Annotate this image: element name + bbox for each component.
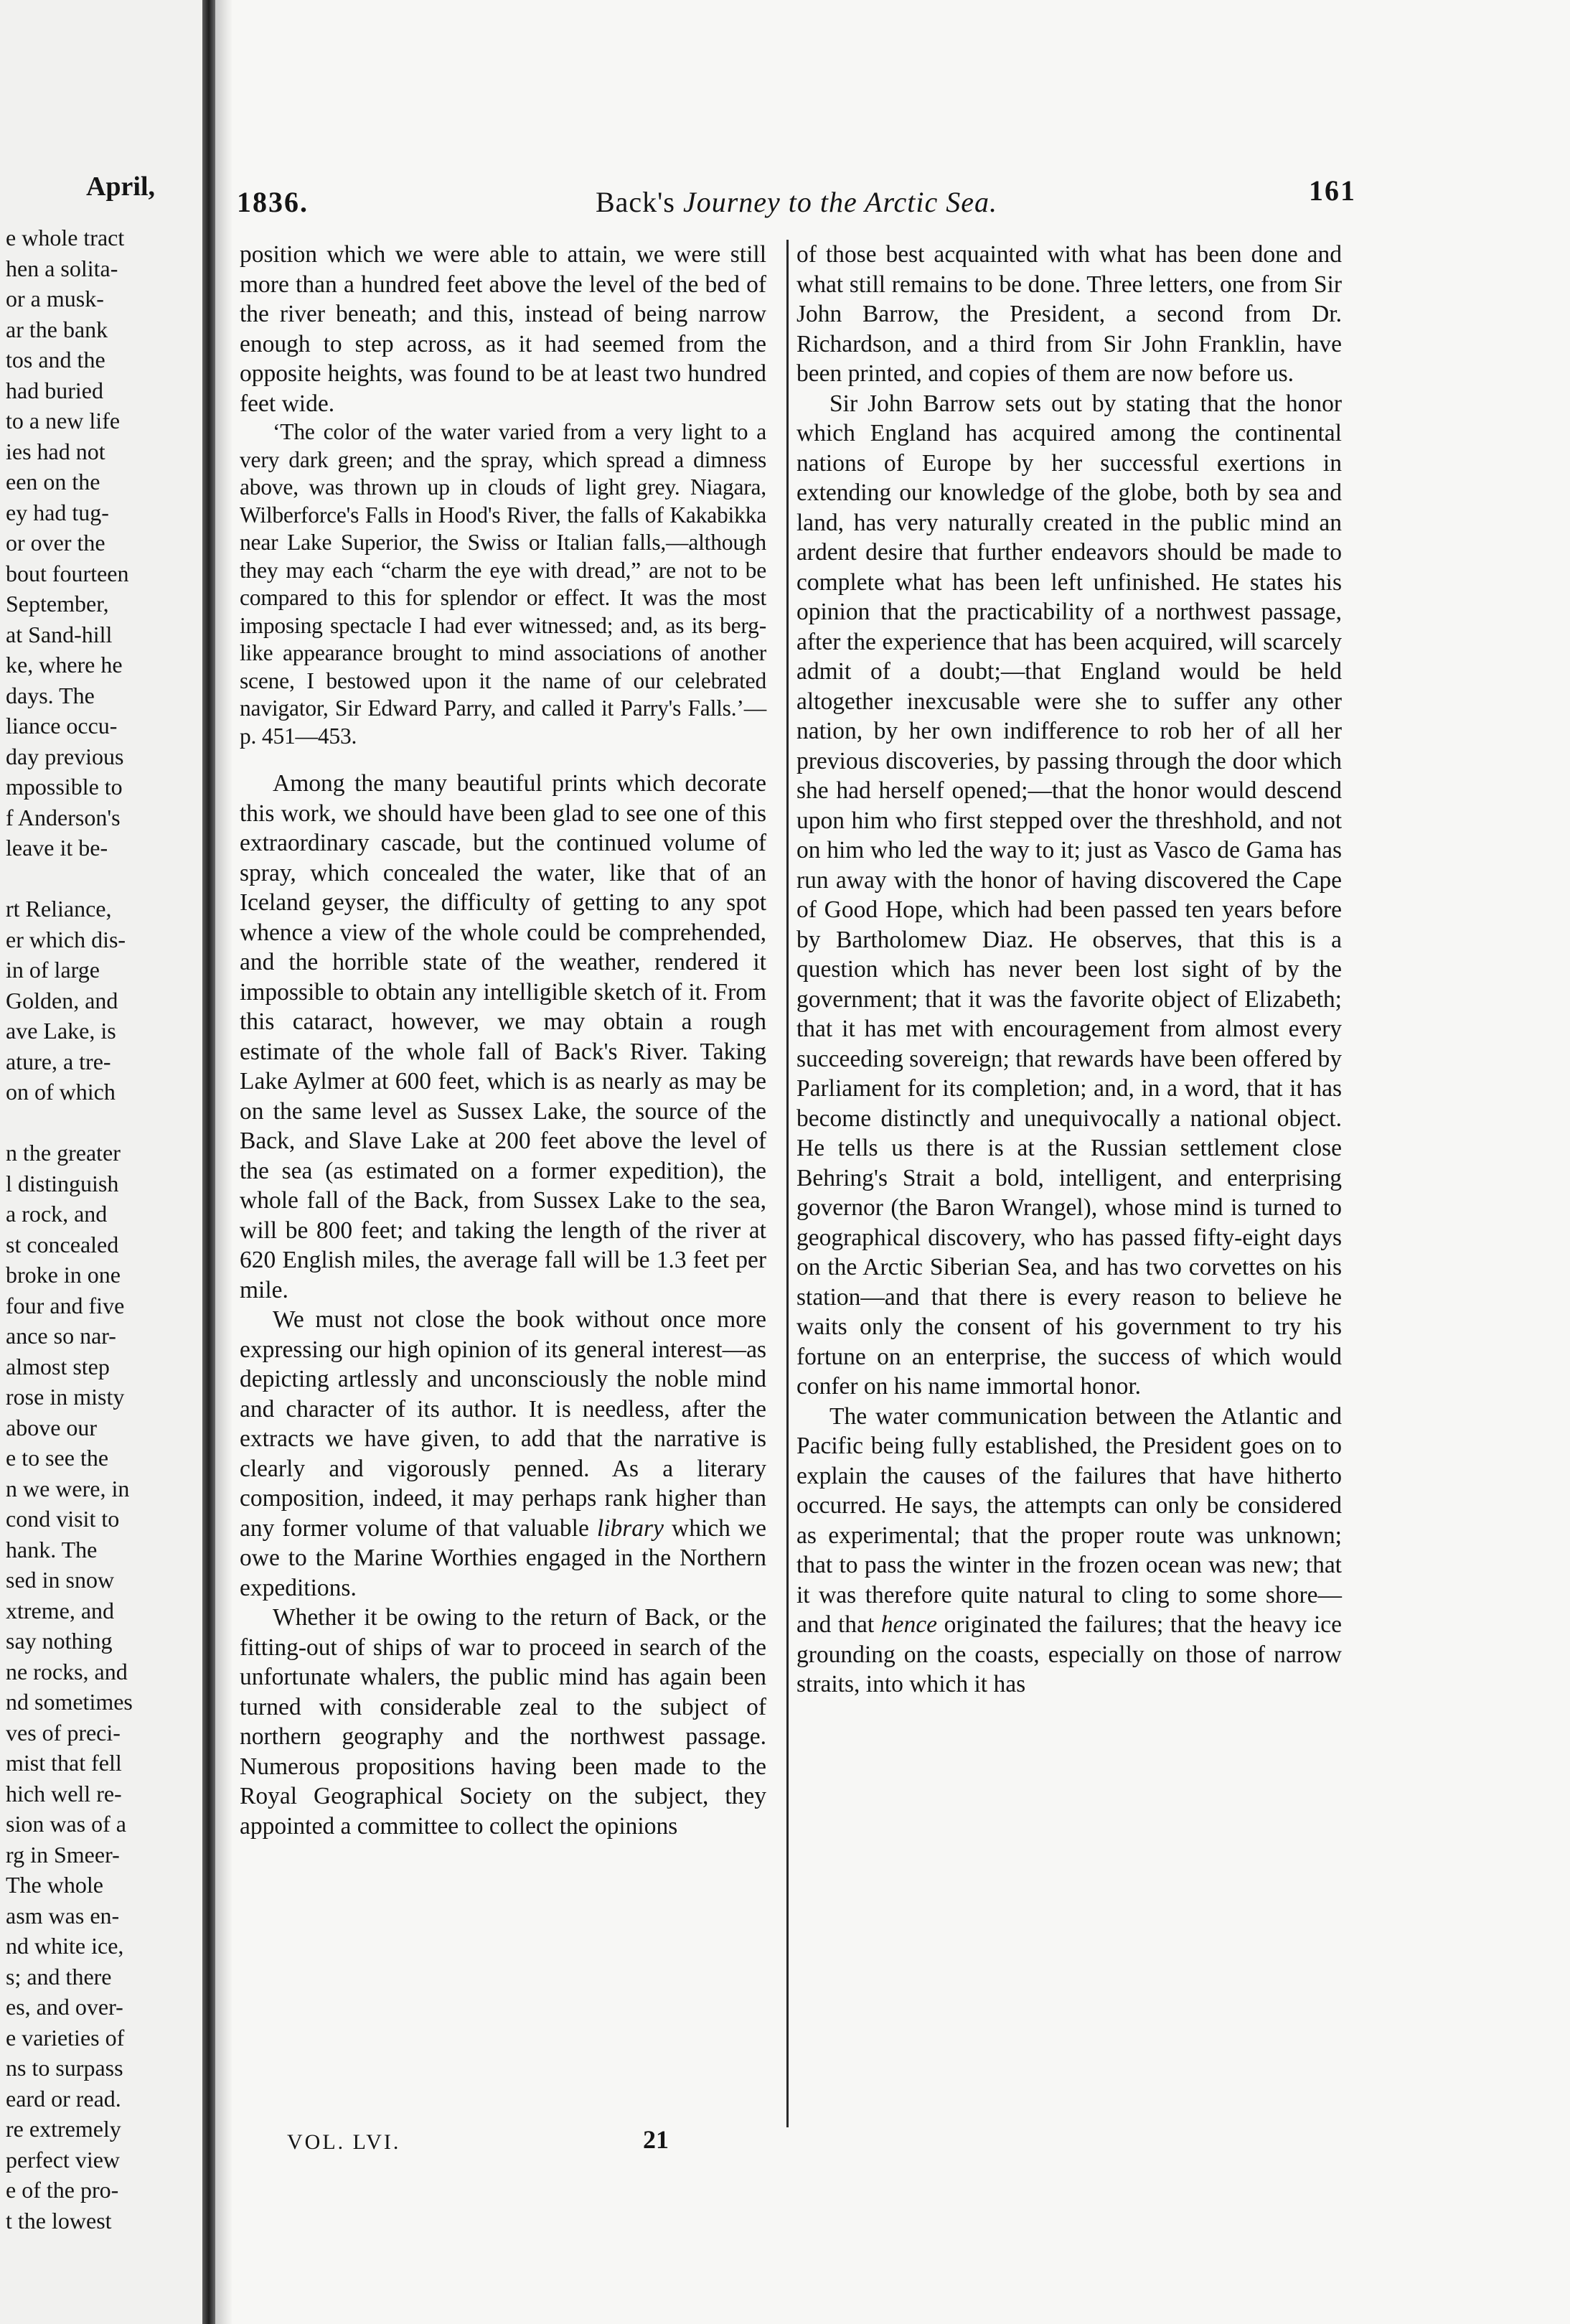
left-page-line: leave it be- bbox=[6, 835, 108, 861]
left-page-line: liance occu- bbox=[6, 713, 118, 739]
left-page-line: s; and there bbox=[6, 1963, 112, 1990]
left-page-line: e whole tract bbox=[6, 225, 125, 250]
left-page-line: or a musk- bbox=[6, 286, 104, 311]
left-page-line: sed in snow bbox=[6, 1567, 115, 1593]
left-page-line: ke, where he bbox=[6, 652, 123, 678]
paragraph: position which we were able to attain, we were still more than a hundred feet above the level of the bed of the river beneath; and this, instead of being narrow enough to step across, as it had seemed from the opposite heights, was found to be at least two hundred feet wide. bbox=[240, 241, 766, 417]
left-page-line: f Anderson's bbox=[6, 804, 121, 830]
left-page-line: had buried bbox=[6, 377, 103, 403]
left-page-line: ature, a tre- bbox=[6, 1048, 111, 1074]
left-page-line: at Sand-hill bbox=[6, 621, 113, 647]
left-page-line bbox=[0, 863, 202, 894]
left-page-line: in of large bbox=[6, 957, 100, 983]
paragraph bbox=[240, 1305, 766, 1603]
signature-mark: 21 bbox=[643, 2125, 669, 2154]
left-page-line: or over the bbox=[6, 530, 105, 556]
text-run: The water communication between the Atlantic and Pacific being fully established, the President goes on to explain the causes of the failures that have hitherto occurred. He says, the attempts can only be considered as experimental; that the proper route was unknown; that to pass the winter in the frozen ocean was new; that it was therefore quite natural to cling to some shore—and that bbox=[796, 1402, 1342, 1638]
left-page-line bbox=[0, 1107, 202, 1138]
left-page-line: above our bbox=[6, 1414, 98, 1440]
page-number: 161 bbox=[1309, 174, 1356, 207]
running-title-italic: Journey to the Arctic Sea. bbox=[682, 186, 998, 218]
left-page-header: April, bbox=[85, 172, 155, 202]
left-page-line: on of which bbox=[6, 1079, 116, 1105]
paragraph: of those best acquainted with what has been done and what still remains to be done. Three letters, one from Sir John Barrow, the President, a second from Dr. Richardson, and a third from Sir John Franklin, have been printed, and copies of them are now before us. bbox=[796, 241, 1342, 387]
left-page-line: ey had tug- bbox=[6, 499, 109, 525]
left-page-line: days. The bbox=[6, 682, 95, 708]
column-divider bbox=[786, 240, 789, 2127]
left-page-line: es, and over- bbox=[6, 1994, 123, 2020]
left-page-line: ies had not bbox=[6, 438, 105, 464]
left-page-line: broke in one bbox=[6, 1262, 121, 1288]
paragraph bbox=[796, 1402, 1342, 1700]
left-page-line: to a new life bbox=[6, 408, 121, 434]
left-page-line: mpossible to bbox=[6, 774, 123, 800]
left-page-line: st concealed bbox=[6, 1231, 119, 1257]
left-page-line: ns to surpass bbox=[6, 2055, 123, 2081]
left-page-line: er which dis- bbox=[6, 926, 126, 952]
left-page-line: bout fourteen bbox=[6, 560, 129, 586]
text-column-left bbox=[240, 240, 766, 1841]
left-page-line: xtreme, and bbox=[6, 1597, 115, 1623]
left-page-line: een on the bbox=[6, 469, 100, 495]
left-page-line: n the greater bbox=[6, 1140, 121, 1166]
text-run: which we owe to the Marine Worthies engaged in the Northern expeditions. bbox=[240, 1514, 766, 1601]
left-page-line: ne rocks, and bbox=[6, 1658, 128, 1685]
left-page-line: September, bbox=[6, 591, 109, 617]
left-page-line: e of the pro- bbox=[6, 2177, 119, 2203]
left-page-line: tos and the bbox=[6, 347, 105, 373]
page-footer bbox=[287, 2125, 789, 2166]
left-page-line: The whole bbox=[6, 1872, 103, 1898]
paragraph: Sir John Barrow sets out by stating that the honor which England has acquired among the continental nations of Europe by her successful exertions in extending our knowledge of the globe, both by sea and land, has very naturally created in the public mind an ardent desire that further endeavors should be made to complete what has been left unfinished. He states his opinion that the practicability of a northwest passage, after the experience that has been acquired, will scarcely admit of a doubt;—that England would be held altogether inexcusable were she to suffer any other nation, by her own indifference to rob her of all her previous discoveries, by passing through the door which she had herself opened;—that the honor would descend upon him who first stepped over the threshhold, and not on him who led the way to it; just as Vasco de Gama has run away with the honor of having discovered the Cape of Good Hope, which had been passed ten years before by Bartholomew Diaz. He observes, that this is a question which has never been lost sight of by the government; that it was the favorite object of Elizabeth; that it has met with encouragement from almost every succeeding sovereign; that rewards have been offered by Parliament for its completion; and, in a word, that it has become distinctly and unequivocally a national object. He tells us there is at the Russian settlement close Behring's Strait a bold, intelligent, and enterprising governor (the Baron Wrangel), whose mind is turned to geographical discovery, who has passed fifty-eight days on the Arctic Siberian Sea, and has two corvettes on his station—and that there is every reason to believe he waits only the consent of his government to try his fortune on an enterprise, the success of which would confer on his name immortal honor. bbox=[796, 390, 1342, 1400]
left-page-line: e varieties of bbox=[6, 2024, 125, 2051]
left-page-text-lines bbox=[0, 222, 202, 2236]
left-page-line: say nothing bbox=[6, 1628, 113, 1654]
quoted-paragraph: ‘The color of the water varied from a very light to a very dark green; and the spray, which spread a dimness above, was thrown up in clouds of light grey. Niagara, Wilberforce's Falls in Hood's River, the falls of Kakabikka near Lake Superior, the Swiss or Italian falls,—although they may each “charm the eye with dread,” are not to be compared to this for splendor or effect. It was the most imposing spectacle I had ever witnessed; and, as its berg-like appearance brought to mind associations of another scene, I bestowed upon it the name of our celebrated navigator, Sir Edward Parry, and called it Parry's Falls.’—p. 451—453. bbox=[240, 419, 766, 749]
italic-text-run: library bbox=[596, 1514, 664, 1542]
left-page-line: e to see the bbox=[6, 1445, 109, 1471]
left-page-line: nd white ice, bbox=[6, 1933, 124, 1959]
paragraph: Whether it be owing to the return of Back, or the fitting-out of ships of war to proceed in search of the unfortunate whalers, the public mind has again been turned with considerable zeal to the subject of northern geography and the northwest passage. Numerous propositions having been made to the Royal Geographical Society on the subject, they appointed a committee to collect the opinions bbox=[240, 1604, 766, 1840]
left-page-line: rt Reliance, bbox=[6, 896, 112, 922]
running-header bbox=[237, 174, 1356, 225]
italic-text-run: hence bbox=[880, 1611, 937, 1638]
book-gutter bbox=[202, 0, 215, 2324]
left-page-line: nd sometimes bbox=[6, 1689, 133, 1715]
left-page-line: hich well re- bbox=[6, 1780, 122, 1807]
left-page-line: day previous bbox=[6, 743, 124, 769]
left-page-line: mist that fell bbox=[6, 1750, 122, 1776]
paragraph: Among the many beautiful prints which decorate this work, we should have been glad to see one of this extraordinary cascade, but the continued volume of spray, which concealed the water, like that of an Iceland geyser, the difficulty of getting to any spot whence a view of the whole could be comprehended, and the horrible state of the weather, rendered it impossible to obtain any intelligible sketch of it. From this cataract, however, we may obtain a rough estimate of the whole fall of Back's River. Taking Lake Aylmer at 600 feet, which is as nearly as may be on the same level as Sussex Lake, the source of the Back, and Slave Lake at 200 feet above the level of the sea (as estimated on a former expedition), the whole fall of the Back, from Sussex Lake to the sea, will be 800 feet; and taking the length of the river at 620 English miles, the average fall will be 1.3 feet per mile. bbox=[240, 770, 766, 1303]
left-page-line: hank. The bbox=[6, 1536, 98, 1562]
left-page-line: rose in misty bbox=[6, 1384, 125, 1410]
left-page-line: perfect view bbox=[6, 2146, 121, 2173]
text-column-right bbox=[796, 240, 1342, 1700]
left-page-line: re extremely bbox=[6, 2116, 121, 2142]
left-page-line: eard or read. bbox=[6, 2085, 121, 2112]
left-page-line: l distinguish bbox=[6, 1170, 119, 1196]
left-page-line: hen a solita- bbox=[6, 255, 118, 281]
left-page-line: almost step bbox=[6, 1353, 110, 1379]
text-run: originated the failures; that the heavy ice grounding on the coasts, especially on those of narrow straits, into which it has bbox=[796, 1611, 1342, 1697]
left-page-line: ance so nar- bbox=[6, 1323, 116, 1349]
left-page-line: ar the bank bbox=[6, 316, 108, 342]
left-page-line: Golden, and bbox=[6, 987, 118, 1013]
left-page-line: sion was of a bbox=[6, 1811, 126, 1837]
left-page-fragment bbox=[0, 0, 207, 2324]
text-run: We must not close the book without once more expressing our high opinion of its general interest—as depicting artlessly and unconsciously the noble mind and character of its author. It is needless, after the extracts we have given, to add that the narrative is clearly and vigorously penned. As a literary composition, indeed, it may perhaps rank higher than any former volume of that valuable bbox=[240, 1306, 766, 1542]
left-page-line: ves of preci- bbox=[6, 1719, 121, 1746]
left-page-line: t the lowest bbox=[6, 2207, 112, 2234]
left-page-line: rg in Smeer- bbox=[6, 1841, 120, 1868]
left-page-line: a rock, and bbox=[6, 1201, 108, 1227]
volume-mark: VOL. LVI. bbox=[287, 2130, 401, 2154]
running-title-prefix: Back's bbox=[595, 186, 683, 218]
header-year: 1836. bbox=[237, 186, 309, 218]
left-page-line: four and five bbox=[6, 1292, 125, 1318]
left-page-line: cond visit to bbox=[6, 1506, 120, 1532]
running-title bbox=[237, 185, 1356, 219]
left-page-line: n we were, in bbox=[6, 1475, 130, 1501]
left-page-line: ave Lake, is bbox=[6, 1018, 116, 1044]
left-page-line: asm was en- bbox=[6, 1902, 120, 1929]
